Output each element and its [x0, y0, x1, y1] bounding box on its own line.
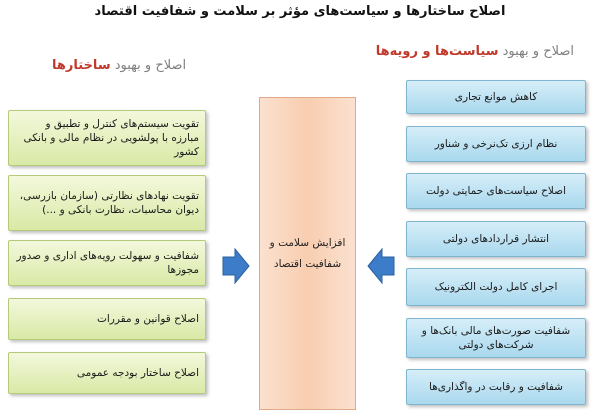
structures-heading-highlight: ساختارها: [52, 58, 111, 73]
structure-box: [8, 240, 206, 286]
structure-label: تقویت نهادهای نظارتی (سازمان بازرسی، دیوان محاسبات، نظارت بانکی و ...): [19, 189, 199, 216]
policies-heading: [376, 44, 574, 59]
policy-label: اجرای کامل دولت الکترونیک: [434, 280, 558, 293]
policy-label: نظام ارزی تک‌نرخی و شناور: [434, 137, 558, 150]
policy-box: [406, 80, 586, 114]
arrow-left-icon: [366, 247, 396, 285]
central-goal-line2: شفافیت اقتصاد: [273, 257, 342, 270]
central-goal-box: [259, 97, 356, 410]
policies-heading-highlight: سیاست‌ها و رویه‌ها: [375, 44, 499, 59]
policies-heading-prefix: اصلاح و بهبود: [498, 44, 574, 59]
arrow-right-icon: [221, 247, 251, 285]
structure-box: [8, 298, 206, 340]
policy-box: [406, 268, 586, 306]
diagram-title: اصلاح ساختارها و سیاست‌های مؤثر بر سلامت و شفافیت اقتصاد: [94, 4, 506, 19]
policy-label: شفافیت و رقابت در واگذاری‌ها: [429, 380, 563, 393]
structure-label: شفافیت و سهولت رویه‌های اداری و صدور مجوزها: [16, 249, 199, 276]
policy-label: انتشار قراردادهای دولتی: [442, 232, 550, 245]
structures-heading: [52, 58, 186, 73]
structure-label: اصلاح ساختار بودجه عمومی: [76, 366, 199, 379]
policy-box: [406, 369, 586, 405]
policy-label: کاهش موانع تجاری: [454, 90, 538, 103]
structure-box: [8, 175, 206, 231]
policy-box: [406, 221, 586, 257]
policy-label: شفافیت صورت‌های مالی بانک‌ها و شرکت‌های دولتی: [421, 324, 571, 351]
central-goal-line1: افزایش سلامت و: [269, 236, 346, 249]
policy-box: [406, 173, 586, 209]
structure-label: تقویت سیستم‌های کنترل و تطبیق و مبارزه با پولشویی در نظام مالی و بانکی کشور: [23, 117, 199, 159]
policy-box: [406, 126, 586, 162]
policy-box: [406, 318, 586, 358]
structure-label: اصلاح قوانین و مقررات: [96, 312, 199, 325]
policy-label: اصلاح سیاست‌های حمایتی دولت: [426, 184, 566, 197]
structures-heading-prefix: اصلاح و بهبود: [110, 58, 187, 73]
structure-box: [8, 352, 206, 394]
structure-box: [8, 110, 206, 166]
